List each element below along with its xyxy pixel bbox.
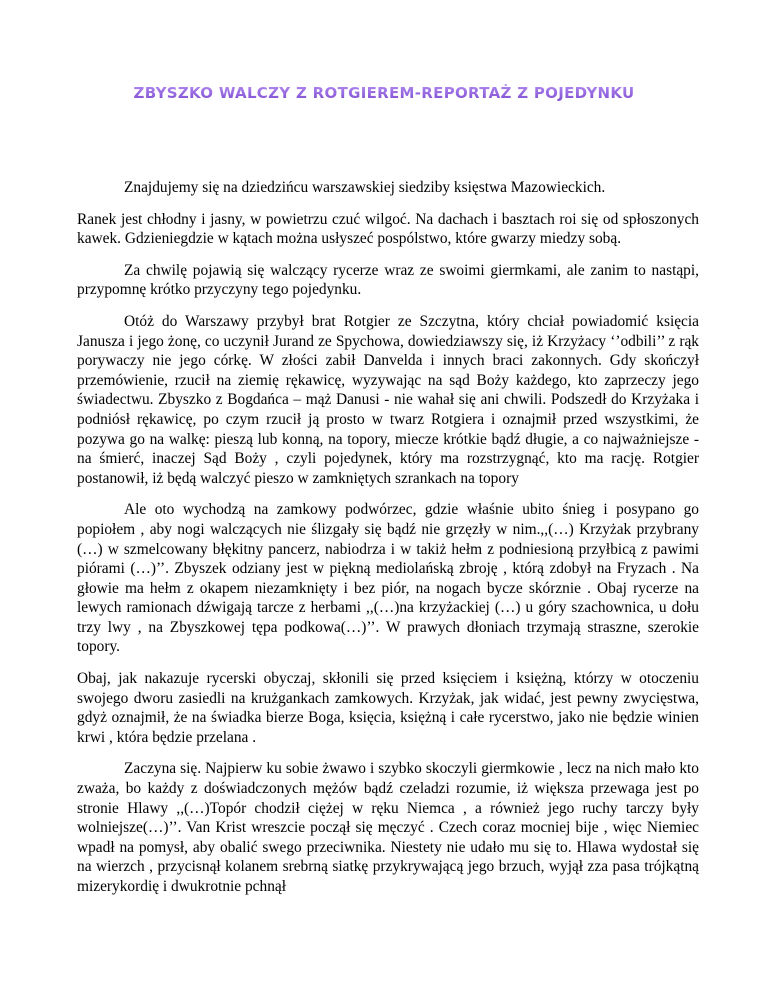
paragraph-4: Otóż do Warszawy przybył brat Rotgier ze Szczytna, który chciał powiadomić księcia Janusza i jego żonę, co uczynił Jurand ze Spychowa, dowiedziawszy się, iż Krzyżacy ‘’odbili’’ z rąk porywaczy nie jego córkę. W złości zabił Danvelda i innych braci zakonnych. Gdy skończył przemówienie, rzucił na ziemię rękawicę, wyzywając na sąd Boży każdego, kto zaprzeczy jego świadectwu. Zbyszko z Bogdańca – mąż Danusi - nie wahał się ani chwili. Podszedł do Krzyżaka i podniósł rękawicę, po czym rzucił ją prosto w twarz Rotgiera i oznajmił przed wszystkimi, że pozywa go na walkę: pieszą lub konną, na topory, miecze krótkie bądź długie, a co najważniejsze - na śmierć, inaczej Sąd Boży , czyli pojedynek, który ma rozstrzygnąć, kto ma rację. Rotgier postanowił, iż będą walczyć pieszo w zamkniętych szrankach na topory [77, 312, 699, 487]
paragraph-7: Zaczyna się. Najpierw ku sobie żwawo i szybko skoczyli giermkowie , lecz na nich mało kto zważa, bo każdy z doświadczonych mężów bądź czeladzi rozumie, iż większa przewaga jest po stronie Hlawy ,,(…)Topór chodził ciężej w ręku Niemca , a również jego ruchy tarczy były wolniejsze(…)’’. Van Krist wreszcie począł się męczyć . Czech coraz mocniej bije , więc Niemiec wpadł na pomysł, aby obalić swego przeciwnika. Niestety nie udało mu się to. Hlawa wydostał się na wierzch , przycisnął kolanem srebrną siatkę przykrywającą jego brzuch, wyjął zza pasa trójkątną mizerykordię i dwukrotnie pchnął [77, 760, 699, 895]
paragraph-6: Obaj, jak nakazuje rycerski obyczaj, skłonili się przed księciem i księżną, którzy w otoczeniu swojego dworu zasiedli na krużgankach zamkowych. Krzyżak, jak widać, jest pewny zwycięstwa, gdyż oznajmił, że na świadka bierze Boga, księcia, księżną i całe rycerstwo, jako nie będzie winien krwi , która będzie przelana . [77, 670, 699, 746]
document-title: ZBYSZKO WALCZY Z ROTGIEREM-REPORTAŻ Z POJEDYNKU [133, 84, 635, 102]
paragraph-5: Ale oto wychodzą na zamkowy podwórzec, gdzie właśnie ubito śnieg i posypano go popiołem , aby nogi walczących nie ślizgały się bądź nie grzęzły w nim.,,(…) Krzyżak przybrany (…) w szmelcowany błękitny pancerz, nabiodrza i w takiż hełm z podniesioną przyłbicą z pawimi piórami (…)’’. Zbyszek odziany jest w piękną mediolańską zbroję , którą zdobył na Fryzach . Na głowie ma hełm z okapem niezamknięty i bez piór, na nogach bycze skórznie . Obaj rycerze na lewych ramionach dźwigają tarcze z herbami ,,(…)na krzyżackiej (…) u góry szachownica, u dołu trzy lwy , na Zbyszkowej tępa podkowa(…)’’. W prawych dłoniach trzymają straszne, szerokie topory. [77, 501, 699, 656]
paragraph-2: Ranek jest chłodny i jasny, w powietrzu czuć wilgoć. Na dachach i basztach roi się od spłoszonych kawek. Gdzieniegdzie w kątach można usłyszeć pospólstwo, które gwarzy miedzy sobą. [77, 210, 699, 248]
title-container [0, 84, 768, 103]
paragraph-1: Znajdujemy się na dziedzińcu warszawskiej siedziby księstwa Mazowieckich. [124, 179, 606, 196]
document-body [77, 178, 699, 909]
paragraph-3: Za chwilę pojawią się walczący rycerze wraz ze swoimi giermkami, ale zanim to nastąpi, przypomnę krótko przyczyny tego pojedynku. [77, 261, 699, 299]
